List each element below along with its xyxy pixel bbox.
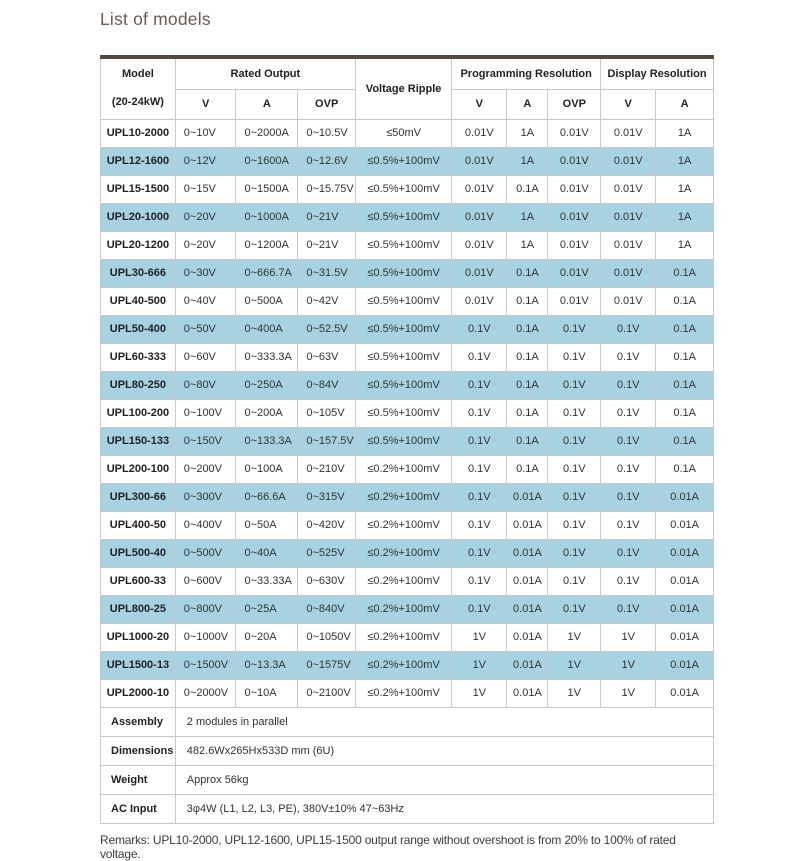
ripple-cell: ≤50mV — [355, 119, 451, 147]
prog-v-cell: 0.1V — [452, 567, 507, 595]
rated-ovp-cell: 0~105V — [298, 399, 356, 427]
disp-v-cell: 0.1V — [601, 483, 656, 511]
voltage-ripple-header: Voltage Ripple — [355, 57, 451, 119]
prog-v-cell: 0.1V — [452, 399, 507, 427]
rated-v-cell: 0~30V — [175, 259, 236, 287]
rated-v-cell: 0~40V — [175, 287, 236, 315]
model-cell: UPL800-25 — [101, 595, 176, 623]
prog-v-cell: 0.01V — [452, 175, 507, 203]
prog-ovp-cell: 0.01V — [548, 203, 601, 231]
model-row — [101, 343, 714, 371]
disp-a-cell: 0.1A — [656, 315, 714, 343]
prog-a-header: A — [507, 89, 548, 119]
rated-v-cell: 0~20V — [175, 231, 236, 259]
spec-value-cell: 3φ4W (L1, L2, L3, PE), 380V±10% 47~63Hz — [175, 794, 713, 823]
header-group-row — [101, 57, 714, 89]
disp-v-cell: 0.01V — [601, 203, 656, 231]
prog-v-cell: 0.1V — [452, 343, 507, 371]
prog-ovp-cell: 0.1V — [548, 315, 601, 343]
prog-ovp-cell: 0.01V — [548, 175, 601, 203]
rated-a-cell: 0~1200A — [236, 231, 298, 259]
rated-v-cell: 0~300V — [175, 483, 236, 511]
ripple-cell: ≤0.2%+100mV — [355, 651, 451, 679]
rated-ovp-cell: 0~420V — [298, 511, 356, 539]
prog-v-cell: 0.1V — [452, 371, 507, 399]
disp-a-cell: 1A — [656, 119, 714, 147]
disp-a-cell: 0.1A — [656, 399, 714, 427]
prog-ovp-cell: 1V — [548, 623, 601, 651]
spec-label-cell: Dimensions — [101, 736, 176, 765]
prog-ovp-cell: 0.01V — [548, 147, 601, 175]
display-resolution-header: Display Resolution — [601, 57, 714, 89]
prog-a-cell: 0.01A — [507, 511, 548, 539]
prog-ovp-cell: 0.1V — [548, 343, 601, 371]
disp-a-header: A — [656, 89, 714, 119]
rated-ovp-cell: 0~21V — [298, 231, 356, 259]
disp-a-cell: 0.1A — [656, 287, 714, 315]
prog-v-cell: 1V — [452, 623, 507, 651]
rated-v-header: V — [175, 89, 236, 119]
spec-value-cell: Approx 56kg — [175, 765, 713, 794]
prog-v-cell: 0.01V — [452, 287, 507, 315]
model-row — [101, 483, 714, 511]
rated-a-cell: 0~250A — [236, 371, 298, 399]
prog-ovp-cell: 1V — [548, 651, 601, 679]
prog-ovp-cell: 0.1V — [548, 595, 601, 623]
model-cell: UPL100-200 — [101, 399, 176, 427]
model-row — [101, 539, 714, 567]
prog-v-cell: 1V — [452, 651, 507, 679]
rated-ovp-cell: 0~2100V — [298, 679, 356, 707]
prog-v-cell: 0.01V — [452, 147, 507, 175]
prog-ovp-cell: 0.01V — [548, 259, 601, 287]
disp-v-cell: 0.1V — [601, 567, 656, 595]
prog-a-cell: 0.01A — [507, 623, 548, 651]
disp-a-cell: 1A — [656, 203, 714, 231]
rated-v-cell: 0~50V — [175, 315, 236, 343]
model-cell: UPL1500-13 — [101, 651, 176, 679]
prog-a-cell: 1A — [507, 147, 548, 175]
model-cell: UPL15-1500 — [101, 175, 176, 203]
prog-a-cell: 0.1A — [507, 343, 548, 371]
rated-ovp-cell: 0~15.75V — [298, 175, 356, 203]
rated-v-cell: 0~500V — [175, 539, 236, 567]
prog-a-cell: 0.1A — [507, 175, 548, 203]
disp-v-cell: 0.01V — [601, 287, 656, 315]
disp-a-cell: 0.1A — [656, 427, 714, 455]
prog-a-cell: 0.1A — [507, 315, 548, 343]
prog-a-cell: 0.1A — [507, 455, 548, 483]
ripple-cell: ≤0.5%+100mV — [355, 259, 451, 287]
spec-row — [101, 765, 714, 794]
rated-ovp-cell: 0~12.6V — [298, 147, 356, 175]
rated-ovp-cell: 0~1575V — [298, 651, 356, 679]
prog-ovp-header: OVP — [548, 89, 601, 119]
prog-a-cell: 0.1A — [507, 427, 548, 455]
rated-v-cell: 0~15V — [175, 175, 236, 203]
rated-ovp-cell: 0~157.5V — [298, 427, 356, 455]
model-cell: UPL150-133 — [101, 427, 176, 455]
rated-v-cell: 0~1000V — [175, 623, 236, 651]
prog-ovp-cell: 0.1V — [548, 427, 601, 455]
disp-a-cell: 0.1A — [656, 343, 714, 371]
model-row — [101, 315, 714, 343]
disp-v-cell: 0.01V — [601, 231, 656, 259]
disp-a-cell: 0.01A — [656, 539, 714, 567]
prog-ovp-cell: 0.1V — [548, 399, 601, 427]
rated-v-cell: 0~600V — [175, 567, 236, 595]
rated-ovp-cell: 0~42V — [298, 287, 356, 315]
rated-a-cell: 0~2000A — [236, 119, 298, 147]
disp-a-cell: 0.1A — [656, 259, 714, 287]
model-row — [101, 175, 714, 203]
programming-resolution-header: Programming Resolution — [452, 57, 601, 89]
model-column-header — [101, 57, 176, 119]
rated-a-cell: 0~66.6A — [236, 483, 298, 511]
ripple-cell: ≤0.5%+100mV — [355, 147, 451, 175]
spec-row — [101, 794, 714, 823]
disp-v-cell: 0.01V — [601, 119, 656, 147]
rated-a-cell: 0~25A — [236, 595, 298, 623]
rated-a-cell: 0~100A — [236, 455, 298, 483]
disp-v-cell: 0.1V — [601, 427, 656, 455]
rated-a-cell: 0~1600A — [236, 147, 298, 175]
prog-v-cell: 0.01V — [452, 203, 507, 231]
disp-a-cell: 0.01A — [656, 567, 714, 595]
rated-v-cell: 0~80V — [175, 371, 236, 399]
disp-v-cell: 1V — [601, 623, 656, 651]
model-row — [101, 427, 714, 455]
prog-a-cell: 0.1A — [507, 287, 548, 315]
spec-label-cell: AC Input — [101, 794, 176, 823]
model-row — [101, 203, 714, 231]
rated-ovp-cell: 0~84V — [298, 371, 356, 399]
prog-v-cell: 0.1V — [452, 595, 507, 623]
rated-output-header: Rated Output — [175, 57, 355, 89]
model-cell: UPL300-66 — [101, 483, 176, 511]
rated-a-cell: 0~333.3A — [236, 343, 298, 371]
rated-a-header: A — [236, 89, 298, 119]
model-header-label: Model — [122, 68, 154, 81]
prog-a-cell: 1A — [507, 203, 548, 231]
disp-v-cell: 0.01V — [601, 175, 656, 203]
model-cell: UPL80-250 — [101, 371, 176, 399]
rated-a-cell: 0~13.3A — [236, 651, 298, 679]
disp-v-header: V — [601, 89, 656, 119]
prog-v-cell: 0.1V — [452, 315, 507, 343]
ripple-cell: ≤0.2%+100mV — [355, 567, 451, 595]
prog-a-cell: 0.01A — [507, 483, 548, 511]
ripple-cell: ≤0.5%+100mV — [355, 175, 451, 203]
disp-a-cell: 1A — [656, 175, 714, 203]
rated-v-cell: 0~1500V — [175, 651, 236, 679]
prog-a-cell: 1A — [507, 119, 548, 147]
disp-v-cell: 1V — [601, 679, 656, 707]
model-row — [101, 455, 714, 483]
prog-a-cell: 0.01A — [507, 679, 548, 707]
rated-v-cell: 0~12V — [175, 147, 236, 175]
prog-a-cell: 1A — [507, 231, 548, 259]
disp-v-cell: 0.1V — [601, 371, 656, 399]
rated-a-cell: 0~20A — [236, 623, 298, 651]
disp-a-cell: 0.01A — [656, 623, 714, 651]
model-row — [101, 567, 714, 595]
prog-v-cell: 0.1V — [452, 483, 507, 511]
ripple-cell: ≤0.5%+100mV — [355, 343, 451, 371]
disp-v-cell: 0.1V — [601, 399, 656, 427]
model-row — [101, 511, 714, 539]
ripple-cell: ≤0.5%+100mV — [355, 315, 451, 343]
rated-ovp-cell: 0~52.5V — [298, 315, 356, 343]
rated-ovp-cell: 0~63V — [298, 343, 356, 371]
spec-value-cell: 2 modules in parallel — [175, 707, 713, 736]
model-row — [101, 287, 714, 315]
rated-ovp-cell: 0~315V — [298, 483, 356, 511]
disp-v-cell: 1V — [601, 651, 656, 679]
prog-ovp-cell: 0.1V — [548, 539, 601, 567]
disp-a-cell: 0.01A — [656, 595, 714, 623]
prog-ovp-cell: 0.1V — [548, 455, 601, 483]
disp-a-cell: 0.01A — [656, 511, 714, 539]
rated-a-cell: 0~1000A — [236, 203, 298, 231]
spec-row — [101, 736, 714, 765]
ripple-cell: ≤0.2%+100mV — [355, 595, 451, 623]
ripple-cell: ≤0.5%+100mV — [355, 427, 451, 455]
model-row — [101, 595, 714, 623]
model-cell: UPL500-40 — [101, 539, 176, 567]
ripple-cell: ≤0.5%+100mV — [355, 231, 451, 259]
ripple-cell: ≤0.2%+100mV — [355, 539, 451, 567]
rated-ovp-cell: 0~210V — [298, 455, 356, 483]
model-row — [101, 259, 714, 287]
ripple-cell: ≤0.2%+100mV — [355, 455, 451, 483]
prog-v-cell: 0.1V — [452, 511, 507, 539]
rated-v-cell: 0~400V — [175, 511, 236, 539]
rated-v-cell: 0~150V — [175, 427, 236, 455]
rated-a-cell: 0~33.33A — [236, 567, 298, 595]
prog-v-header: V — [452, 89, 507, 119]
prog-a-cell: 0.01A — [507, 539, 548, 567]
spec-label-cell: Assembly — [101, 707, 176, 736]
model-cell: UPL60-333 — [101, 343, 176, 371]
model-cell: UPL40-500 — [101, 287, 176, 315]
prog-a-cell: 0.1A — [507, 371, 548, 399]
model-cell: UPL2000-10 — [101, 679, 176, 707]
rated-a-cell: 0~500A — [236, 287, 298, 315]
prog-v-cell: 0.01V — [452, 231, 507, 259]
disp-a-cell: 0.01A — [656, 679, 714, 707]
model-row — [101, 623, 714, 651]
model-row — [101, 651, 714, 679]
prog-ovp-cell: 0.01V — [548, 287, 601, 315]
prog-a-cell: 0.1A — [507, 399, 548, 427]
prog-a-cell: 0.1A — [507, 259, 548, 287]
spec-label-cell: Weight — [101, 765, 176, 794]
spec-row — [101, 707, 714, 736]
prog-ovp-cell: 0.1V — [548, 511, 601, 539]
disp-v-cell: 0.1V — [601, 595, 656, 623]
prog-a-cell: 0.01A — [507, 651, 548, 679]
rated-a-cell: 0~200A — [236, 399, 298, 427]
rated-a-cell: 0~133.3A — [236, 427, 298, 455]
rated-a-cell: 0~50A — [236, 511, 298, 539]
model-cell: UPL20-1200 — [101, 231, 176, 259]
disp-v-cell: 0.1V — [601, 455, 656, 483]
rated-ovp-cell: 0~31.5V — [298, 259, 356, 287]
model-cell: UPL12-1600 — [101, 147, 176, 175]
prog-a-cell: 0.01A — [507, 567, 548, 595]
ripple-cell: ≤0.2%+100mV — [355, 483, 451, 511]
prog-v-cell: 1V — [452, 679, 507, 707]
prog-v-cell: 0.01V — [452, 119, 507, 147]
prog-v-cell: 0.1V — [452, 427, 507, 455]
disp-v-cell: 0.01V — [601, 147, 656, 175]
rated-v-cell: 0~20V — [175, 203, 236, 231]
disp-v-cell: 0.01V — [601, 259, 656, 287]
ripple-cell: ≤0.5%+100mV — [355, 399, 451, 427]
prog-v-cell: 0.01V — [452, 259, 507, 287]
model-row — [101, 119, 714, 147]
model-cell: UPL1000-20 — [101, 623, 176, 651]
spec-value-cell: 482.6Wx265Hx533D mm (6U) — [175, 736, 713, 765]
model-cell: UPL10-2000 — [101, 119, 176, 147]
models-spec-table — [100, 55, 714, 824]
model-row — [101, 679, 714, 707]
model-row — [101, 371, 714, 399]
prog-ovp-cell: 0.01V — [548, 231, 601, 259]
disp-v-cell: 0.1V — [601, 539, 656, 567]
disp-v-cell: 0.1V — [601, 315, 656, 343]
rated-a-cell: 0~1500A — [236, 175, 298, 203]
model-cell: UPL200-100 — [101, 455, 176, 483]
prog-ovp-cell: 0.1V — [548, 567, 601, 595]
prog-a-cell: 0.01A — [507, 595, 548, 623]
disp-a-cell: 0.1A — [656, 455, 714, 483]
rated-a-cell: 0~10A — [236, 679, 298, 707]
model-cell: UPL30-666 — [101, 259, 176, 287]
rated-v-cell: 0~10V — [175, 119, 236, 147]
ripple-cell: ≤0.5%+100mV — [355, 203, 451, 231]
page-title: List of models — [100, 9, 211, 29]
disp-v-cell: 0.1V — [601, 343, 656, 371]
model-cell: UPL600-33 — [101, 567, 176, 595]
prog-v-cell: 0.1V — [452, 455, 507, 483]
disp-v-cell: 0.1V — [601, 511, 656, 539]
rated-ovp-header: OVP — [298, 89, 356, 119]
disp-a-cell: 1A — [656, 231, 714, 259]
ripple-cell: ≤0.2%+100mV — [355, 679, 451, 707]
prog-ovp-cell: 0.1V — [548, 483, 601, 511]
ripple-cell: ≤0.2%+100mV — [355, 511, 451, 539]
rated-a-cell: 0~400A — [236, 315, 298, 343]
rated-a-cell: 0~666.7A — [236, 259, 298, 287]
model-cell: UPL20-1000 — [101, 203, 176, 231]
prog-ovp-cell: 1V — [548, 679, 601, 707]
rated-v-cell: 0~200V — [175, 455, 236, 483]
model-row — [101, 399, 714, 427]
rated-ovp-cell: 0~1050V — [298, 623, 356, 651]
prog-ovp-cell: 0.01V — [548, 119, 601, 147]
rated-ovp-cell: 0~21V — [298, 203, 356, 231]
disp-a-cell: 1A — [656, 147, 714, 175]
disp-a-cell: 0.01A — [656, 651, 714, 679]
rated-ovp-cell: 0~840V — [298, 595, 356, 623]
remarks-text: Remarks: UPL10-2000, UPL12-1600, UPL15-1500 output range without overshoot is from 20% to 100% of rated voltage. — [100, 832, 676, 861]
model-row — [101, 147, 714, 175]
model-row — [101, 231, 714, 259]
disp-a-cell: 0.1A — [656, 371, 714, 399]
prog-v-cell: 0.1V — [452, 539, 507, 567]
rated-v-cell: 0~100V — [175, 399, 236, 427]
model-cell: UPL50-400 — [101, 315, 176, 343]
rated-ovp-cell: 0~10.5V — [298, 119, 356, 147]
model-header-power: (20-24kW) — [111, 96, 164, 109]
disp-a-cell: 0.01A — [656, 483, 714, 511]
rated-v-cell: 0~2000V — [175, 679, 236, 707]
rated-ovp-cell: 0~525V — [298, 539, 356, 567]
rated-ovp-cell: 0~630V — [298, 567, 356, 595]
model-cell: UPL400-50 — [101, 511, 176, 539]
ripple-cell: ≤0.2%+100mV — [355, 623, 451, 651]
ripple-cell: ≤0.5%+100mV — [355, 287, 451, 315]
ripple-cell: ≤0.5%+100mV — [355, 371, 451, 399]
prog-ovp-cell: 0.1V — [548, 371, 601, 399]
rated-v-cell: 0~800V — [175, 595, 236, 623]
rated-a-cell: 0~40A — [236, 539, 298, 567]
rated-v-cell: 0~60V — [175, 343, 236, 371]
